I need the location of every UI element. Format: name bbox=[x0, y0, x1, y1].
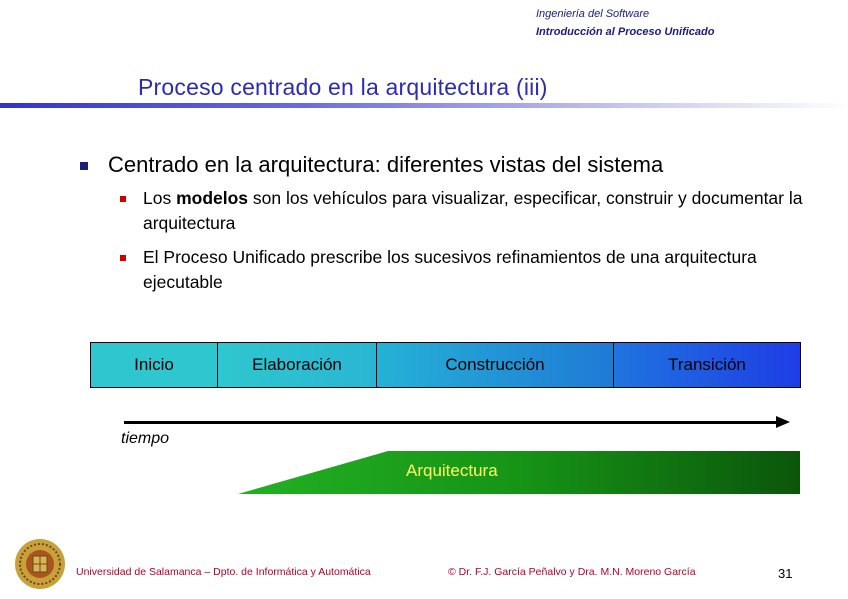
bullet-marker bbox=[80, 162, 88, 170]
phase-transicion bbox=[613, 342, 801, 388]
sub-bullet-text-bold: modelos bbox=[176, 188, 249, 208]
sub-bullet-text: El Proceso Unificado prescribe los sucesivos refinamientos de una arquitectura ejecutable bbox=[143, 247, 757, 292]
header-topic: Introducción al Proceso Unificado bbox=[536, 26, 715, 38]
sub-bullet-text-post: son los vehículos para visualizar, especificar, construir y documentar la arquitectura bbox=[143, 188, 803, 233]
phase-construccion bbox=[376, 342, 614, 388]
architecture-wedge bbox=[238, 449, 801, 495]
footer-institution: Universidad de Salamanca – Dpto. de Informática y Automática bbox=[76, 566, 371, 578]
phase-label: Elaboración bbox=[252, 355, 342, 374]
main-bullet-text: Centrado en la arquitectura: diferentes vistas del sistema bbox=[108, 152, 664, 177]
footer-authors: © Dr. F.J. García Peñalvo y Dra. M.N. Moreno García bbox=[448, 566, 696, 578]
architecture-label: Arquitectura bbox=[406, 461, 498, 480]
university-seal-icon bbox=[14, 538, 66, 590]
phase-label: Construcción bbox=[445, 355, 545, 374]
phase-label: Transición bbox=[668, 355, 746, 374]
header-course: Ingeniería del Software bbox=[536, 8, 650, 20]
time-arrowhead bbox=[776, 416, 790, 428]
slide-title: Proceso centrado en la arquitectura (iii) bbox=[138, 74, 548, 100]
sub-bullet-marker bbox=[120, 196, 126, 202]
page-number: 31 bbox=[778, 566, 793, 581]
title-divider bbox=[0, 103, 848, 108]
phases-bar bbox=[90, 342, 800, 388]
phase-elaboracion bbox=[217, 342, 377, 388]
time-axis bbox=[124, 421, 784, 424]
sub-bullet-text-pre: Los bbox=[143, 188, 177, 208]
phase-inicio bbox=[90, 342, 218, 388]
phase-label: Inicio bbox=[134, 355, 174, 374]
time-axis-label: tiempo bbox=[121, 430, 170, 447]
sub-bullet-marker bbox=[120, 255, 126, 261]
sub-bullet-text bbox=[143, 186, 823, 236]
